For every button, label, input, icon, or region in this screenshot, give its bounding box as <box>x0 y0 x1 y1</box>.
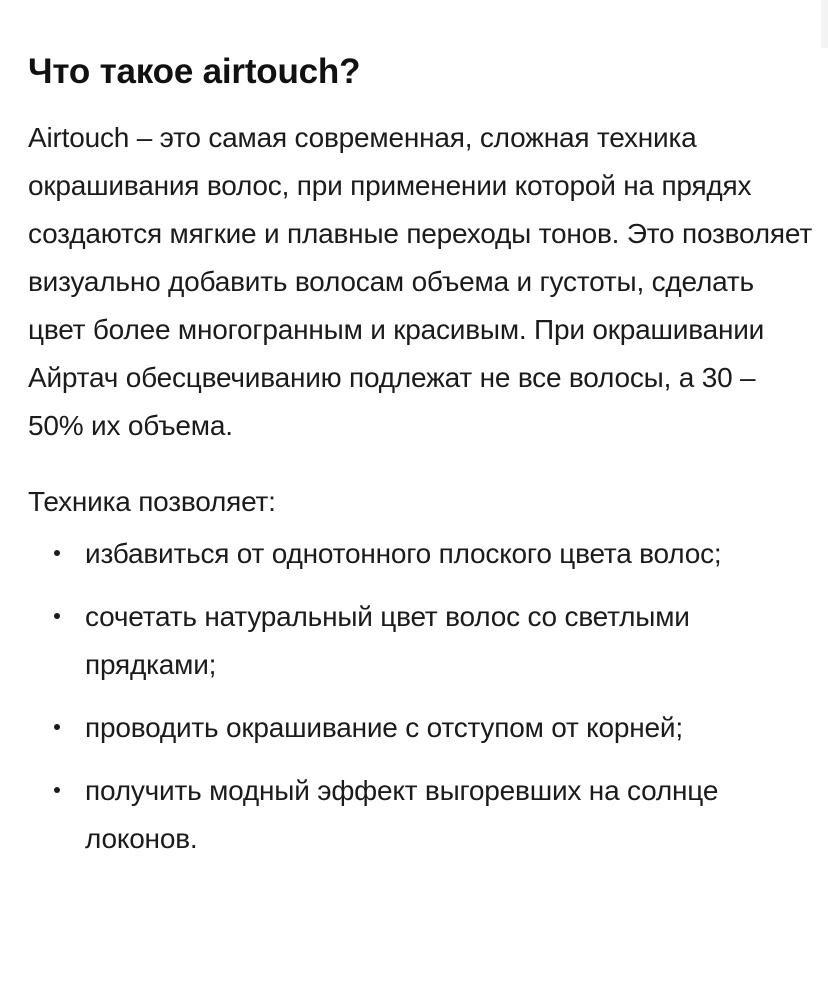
bullet-dot-icon <box>54 613 60 619</box>
list-lead: Техника позволяет: <box>28 486 276 517</box>
article-paragraph: Airtouch – это самая современная, сложная техника окрашивания волос, при применении которой на прядях создаются мягкие и плавные переходы тонов. Это позволяет визуально добавить волосам объема и густоты, сделать цвет более многогранным и красивым. При окрашивании Айртач обесцвечиванию подлежат не все волосы, а 30 – 50% их объема. <box>28 122 812 441</box>
bullet-dot-icon <box>54 787 60 793</box>
list-item-text: сочетать натуральный цвет волос со светлыми прядками; <box>85 601 690 680</box>
bullet-dot-icon <box>54 724 60 730</box>
bullet-dot-icon <box>54 550 60 556</box>
article <box>28 44 818 878</box>
list-item <box>28 704 818 752</box>
list-item-text: получить модный эффект выгоревших на солнце локонов. <box>85 775 719 854</box>
list-item <box>28 593 818 689</box>
benefits-list <box>28 530 818 863</box>
list-item <box>28 767 818 863</box>
article-title: Что такое airtouch? <box>28 52 361 91</box>
list-item-text: избавиться от однотонного плоского цвета волос; <box>85 538 722 569</box>
scrollbar-track[interactable] <box>821 0 828 48</box>
list-item-text: проводить окрашивание с отступом от корней; <box>85 712 683 743</box>
list-item <box>28 530 818 578</box>
